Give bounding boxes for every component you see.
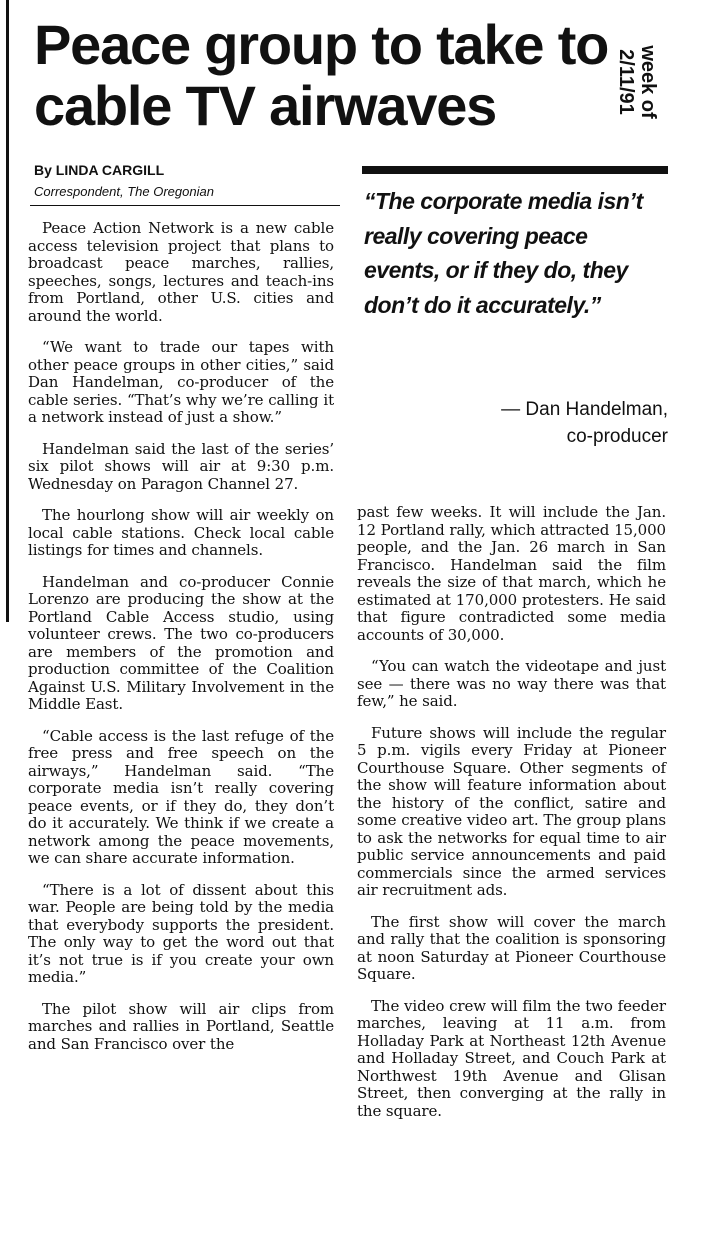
- pull-quote: “The corporate media isn’t really covering peace events, or if they do, they don’t do it accurately.”: [364, 188, 643, 318]
- paragraph: “We want to trade our tapes with other peace groups in other cities,” said Dan Handelman, co-producer of the cable series. “That’s why we’re calling it a network instead of just a show.”: [28, 338, 334, 426]
- article-column-left: [28, 220, 334, 1067]
- paragraph: The pilot show will air clips from marches and rallies in Portland, Seattle and San Francisco over the: [28, 999, 334, 1053]
- attribution-role: co-producer: [566, 426, 668, 447]
- byline-credit: Correspondent, The Oregonian: [34, 184, 214, 199]
- byline-divider: [30, 205, 340, 206]
- paragraph: Handelman and co-producer Connie Lorenzo are producing the show at the Portland Cable Access studio, using volunteer crews. The two co-producers are members of the promotion and production committee of the Coalition Against U.S. Military Involvement in the Middle East.: [28, 572, 334, 713]
- article-column-right: [357, 504, 666, 1134]
- note-line-2: 2/11/91: [615, 49, 637, 115]
- attribution-name: — Dan Handelman,: [501, 399, 668, 420]
- paragraph: The hourlong show will air weekly on local cable stations. Check local cable listings for times and channels.: [28, 506, 334, 559]
- note-line-1: week of: [637, 45, 659, 119]
- paragraph: past few weeks. It will include the Jan. 12 Portland rally, which attracted 15,000 people, and the Jan. 26 march in San Francisco. Handelman said the film reveals the size of that march, which he estimated at 170,000 protesters. He said that figure contradicted some media accounts of 30,000.: [357, 503, 666, 644]
- byline: By LINDA CARGILL: [34, 162, 165, 178]
- paragraph: “You can watch the videotape and just see — there was no way there was that few,” he said.: [357, 657, 666, 710]
- paragraph: Handelman said the last of the series’ six pilot shows will air at 9:30 p.m. Wednesday on Paragon Channel 27.: [28, 439, 334, 493]
- paragraph: Future shows will include the regular 5 p.m. vigils every Friday at Pioneer Courthouse Square. Other segments of the show will feature information about the history of the conflict, satire and some creative video art. The group plans to ask the networks for equal time to air public service announcements and paid commercials since the armed services air recruitment ads.: [357, 723, 666, 899]
- left-edge-rule: [6, 0, 9, 622]
- pull-quote-attribution: [364, 396, 668, 450]
- headline: Peace group to take to cable TV airwaves: [34, 13, 609, 137]
- handwritten-date-note: [612, 22, 662, 142]
- paragraph: The first show will cover the march and rally that the coalition is sponsoring at noon Saturday at Pioneer Courthouse Square.: [357, 912, 666, 983]
- paragraph: Peace Action Network is a new cable access television project that plans to broadcast peace marches, rallies, speeches, songs, lectures and teach-ins from Portland, other U.S. cities and around the world.: [28, 219, 334, 325]
- pull-quote-rule: [362, 166, 668, 174]
- paragraph: “Cable access is the last refuge of the free press and free speech on the airways,” Handelman said. “The corporate media isn’t really covering peace events, or if they do, they don’t do it accurately. We think if we create a network among the peace movements, we can share accurate information.: [28, 726, 334, 867]
- paragraph: The video crew will film the two feeder marches, leaving at 11 a.m. from Holladay Park at Northeast 12th Avenue and Holladay Street, and Couch Park at Northwest 19th Avenue and Glisan Street, then converging at the rally in the square.: [357, 996, 666, 1120]
- paragraph: “There is a lot of dissent about this war. People are being told by the media that everybody supports the president. The only way to get the word out that it’s not true is if you create your own media.”: [28, 880, 334, 986]
